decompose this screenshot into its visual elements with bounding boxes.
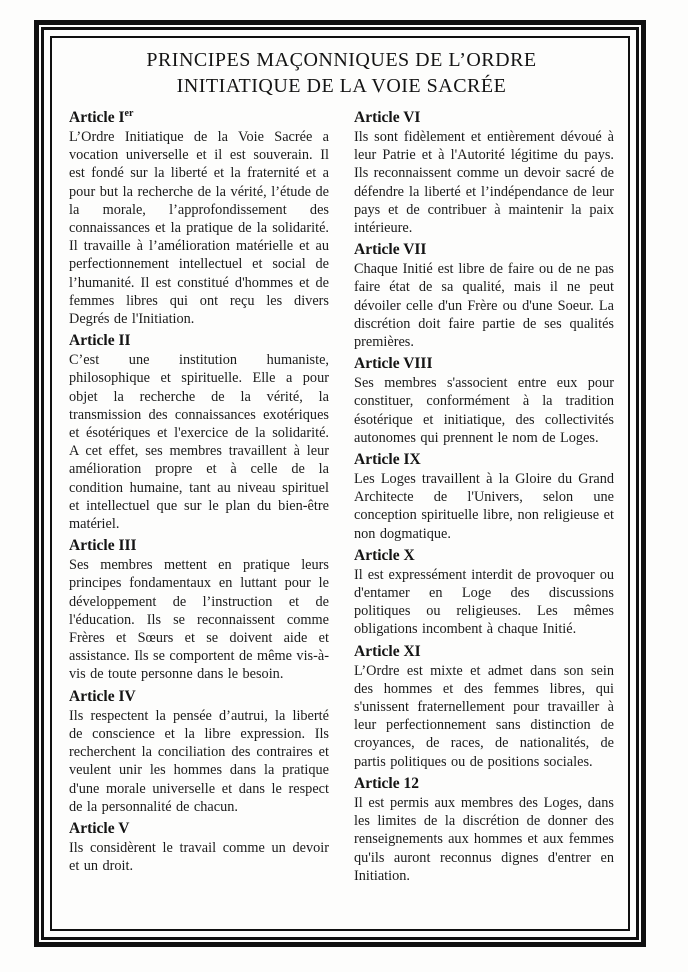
decorative-frame-middle — [41, 27, 639, 940]
article-heading: Article VIII — [354, 355, 433, 373]
article-body: Il est expressément interdit de provoquer ou d'entamer en Loge des discussions politiques ou religieuses. Les mêmes obligations incombent à chaque Initié. — [354, 566, 614, 638]
two-column-layout — [69, 109, 614, 885]
article-body: Chaque Initié est libre de faire ou de ne pas faire état de sa qualité, mais il ne peut dévoiler celle d'un Frère ou d'une Soeur. La discrétion doit faire partie de ses qualités premières. — [354, 261, 614, 351]
article-heading-text: Article I — [69, 109, 125, 126]
article-body: Ils respectent la pensée d’autrui, la liberté de conscience et la libre expression. Ils recherchent la conciliation des contraires et veulent unir les hommes dans la pratique d'une morale universelle et dans le respect de la personnalité de chacun. — [69, 707, 329, 815]
article-body: Ils considèrent le travail comme un devoir et un droit. — [69, 839, 329, 875]
article-heading: Article IV — [69, 687, 136, 705]
article-12 — [354, 775, 614, 885]
article-heading: Article X — [354, 546, 415, 564]
article-body: Ses membres mettent en pratique leurs principes fondamentaux en luttant pour le développement de l’instruction et de l'éducation. Ils se reconnaissent comme Frères et Sœurs et se doivent aide et assistance. Ils se comportent de même vis-à-vis de toute personne dans le besoin. — [69, 557, 329, 683]
article-11 — [354, 643, 614, 771]
column-right — [354, 109, 614, 885]
page-title-line1: PRINCIPES MAÇONNIQUES DE L’ORDRE — [146, 49, 537, 71]
article-body: L’Ordre est mixte et admet dans son sein des hommes et des femmes libres, qui s'unissent fraternellement pour travailler à leur perfectionnement sans distinction de croyances, de races, de nationalités, de partis politiques ou de positions sociales. — [354, 662, 614, 770]
article-10 — [354, 547, 614, 639]
article-heading: Article III — [69, 537, 137, 555]
article-heading: Article VII — [354, 241, 427, 259]
article-heading — [69, 109, 329, 127]
article-6 — [354, 109, 614, 237]
page-title-line2: INITIATIQUE DE LA VOIE SACRÉE — [176, 75, 507, 97]
article-9 — [354, 451, 614, 543]
article-4 — [69, 688, 329, 816]
article-body: Ses membres s'associent entre eux pour constituer, conformément à la tradition ésotérique et initiatique, des collectivités autonomes qui prennent le nom de Loges. — [354, 375, 614, 446]
article-heading: Article VI — [354, 109, 421, 126]
article-3 — [69, 537, 329, 683]
decorative-frame-inner — [50, 36, 630, 931]
article-body: L’Ordre Initiatique de la Voie Sacrée a vocation universelle et il est souverain. Il est fondé sur la liberté et la fraternité et a pour but la recherche de la vérité, l’étude de la morale, l’approfondissement des connaissances et la pratique de la solidarité. Il travaille à l’amélioration matérielle et au perfectionnement intellectuel et social de l’humanité. Il est constitué d'hommes et de femmes libres qui ont reçu les divers Degrés de l'Initiation. — [69, 129, 329, 328]
article-7 — [354, 241, 614, 351]
article-heading: Article V — [69, 819, 130, 837]
article-heading: Article XI — [354, 642, 421, 660]
article-heading: Article IX — [354, 451, 421, 469]
decorative-frame-outer — [34, 20, 646, 947]
article-1 — [69, 109, 329, 328]
article-heading-superscript: er — [124, 107, 134, 119]
article-body: Ils sont fidèlement et entièrement dévoué à leur Patrie et à l'Autorité légitime du pays. Ils reconnaissent comme un devoir sacré de défendre la liberté et l’indépendance de leur pays et de contribuer à maintenir la paix intérieure. — [354, 129, 614, 237]
column-left — [69, 109, 329, 885]
article-body: Les Loges travaillent à la Gloire du Grand Architecte de l'Univers, selon une conception spirituelle libre, non religieuse et non dogmatique. — [354, 471, 614, 542]
article-heading: Article 12 — [354, 774, 419, 792]
article-body: C’est une institution humaniste, philosophique et spirituelle. Elle a pour objet la recherche de la vérité, la transmission des connaissances exotériques et ésotériques et l'exercice de la solidarité. A cet effet, ses membres travaillent à leur amélioration propre et à celle de la condition humaine, tant au niveau spirituel et intellectuel que sur le plan du bien-être matériel. — [69, 352, 329, 533]
page-title — [69, 47, 614, 99]
article-body: Il est permis aux membres des Loges, dans les limites de la discrétion de donner des renseignements aux hommes et aux femmes qu'ils auront reconnus dignes d'entrer en Initiation. — [354, 794, 614, 884]
article-5 — [69, 820, 329, 875]
article-2 — [69, 332, 329, 533]
article-heading: Article II — [69, 332, 131, 350]
article-8 — [354, 355, 614, 447]
